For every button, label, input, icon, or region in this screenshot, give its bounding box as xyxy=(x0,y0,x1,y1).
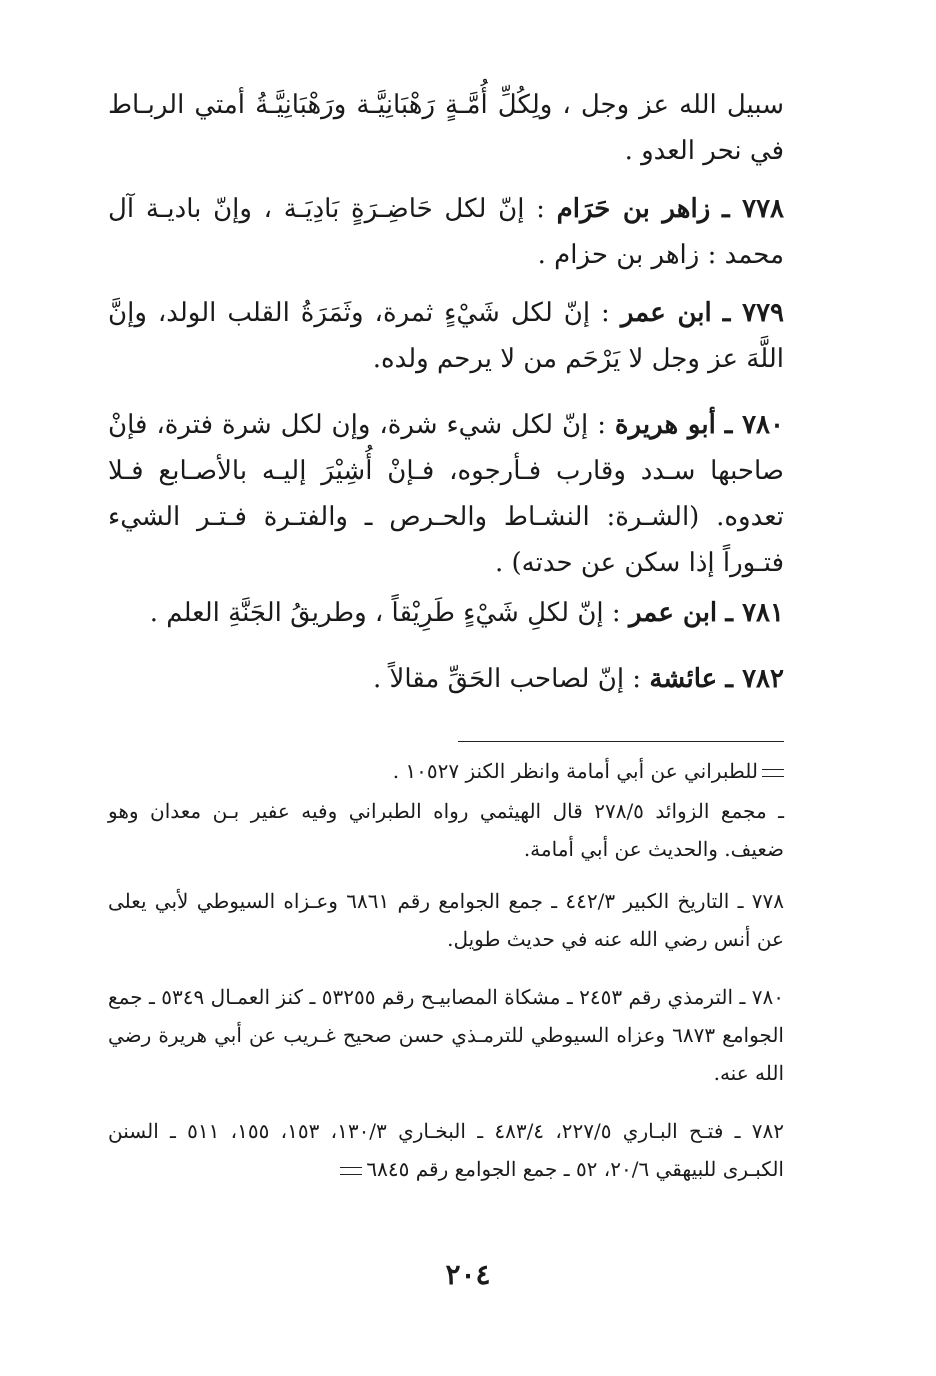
hadith-text: : إنّ لكل حَاضِـرَةٍ بَادِيَـة ، وإنّ باديـة آل محمد : زاهر بن حزام . xyxy=(108,194,784,270)
hadith-narrator: زاهر بن حَرَام xyxy=(556,194,711,224)
footnote-text: ٧٧٨ ـ التاريخ الكبير ٤٤٢/٣ ـ جمع الجوامع رقم ٦٨٦١ وعـزاه السيوطي لأبي يعلى عن أنس رضي الله عنه في حديث طويل. xyxy=(108,889,784,951)
hadith-782 xyxy=(108,656,784,702)
hadith-text: : إنّ لكل شَيْءٍ ثمرة، وثَمَرَةُ القلب الولد، وإنَّ اللَّهَ عز وجل لا يَرْحَم من لا يرحم ولده. xyxy=(108,298,784,374)
hadith-narrator: أبو هريرة xyxy=(614,410,716,440)
hadith-narrator: ابن عمر xyxy=(628,598,718,628)
hadith-narrator: عائشة xyxy=(649,664,718,694)
hadith-780 xyxy=(108,402,784,586)
hadith-text: سبيل الله عز وجل ، ولِكُلِّ أُمَّـةٍ رَهْبَانِيَّـة ورَهْبَانِيَّـةُ أمتي الربـاط في نحر العدو . xyxy=(108,90,784,166)
hadith-number: ٧٨١ ـ xyxy=(725,598,784,628)
footnote-text: ٧٨٠ ـ الترمذي رقم ٢٤٥٣ ـ مشكاة المصابيـح رقم ٥٣٢٥٥ ـ كنز العمـال ٥٣٤٩ ـ جمع الجوامع ٦٨٧٣ وعزاه السيوطي للترمـذي حسن صحيح غـريب عن أبي هريرة رضي الله عنه. xyxy=(108,985,784,1085)
hadith-narrator: ابن عمر xyxy=(620,298,712,328)
footnote-778 xyxy=(108,882,784,958)
footnote-item xyxy=(108,792,784,868)
footnote-text: ـ مجمع الزوائد ٢٧٨/٥ قال الهيثمي رواه الطبراني وفيه عفير بـن معدان وهو ضعيف. والحديث عن أبي أمامة. xyxy=(108,799,784,861)
hadith-number: ٧٧٩ ـ xyxy=(722,298,785,328)
footnote-text: للطبراني عن أبي أمامة وانظر الكنز ١٠٥٢٧ . xyxy=(392,759,758,783)
page-number: ٢٠٤ xyxy=(445,1258,491,1291)
hadith-779 xyxy=(108,290,784,382)
hadith-continuation xyxy=(108,82,784,174)
hadith-781 xyxy=(108,590,784,636)
continuation-mark-icon xyxy=(340,1167,362,1175)
hadith-text: : إنّ لكل شيء شرة، وإن لكل شرة فترة، فإنْ صاحبها سـدد وقارب فـأرجوه، فـإنْ أُشِيْرَ إليـه بالأصـابع فـلا تعدوه. (الشـرة: النشـاط والحـرص ـ والفتـرة فـتـر الشيء فتـوراً إذا سكن عن حدته) . xyxy=(108,410,784,578)
footnote-continuation xyxy=(108,752,784,790)
footnote-text: ٧٨٢ ـ فتـح البـاري ٢٢٧/٥، ٤٨٣/٤ ـ البخـاري ١٣٠/٣، ١٥٣، ١٥٥، ٥١١ ـ السنن الكبـرى للبيهقي ٢٠/٦، ٥٢ ـ جمع الجوامع رقم ٦٨٤٥ xyxy=(108,1119,785,1181)
continuation-mark-icon xyxy=(762,769,784,777)
hadith-text: : إنّ لصاحب الحَقِّ مقالاً . xyxy=(372,664,642,694)
hadith-text: : إنّ لكلِ شَيْءٍ طَرِيْقاً ، وطريقُ الجَنَّةِ العلم . xyxy=(149,598,621,628)
hadith-number: ٧٧٨ ـ xyxy=(722,194,785,224)
hadith-778 xyxy=(108,186,784,278)
footnote-782 xyxy=(108,1112,784,1188)
hadith-number: ٧٨٢ ـ xyxy=(725,664,784,694)
footnote-separator xyxy=(458,741,784,742)
footnote-780 xyxy=(108,978,784,1092)
hadith-number: ٧٨٠ ـ xyxy=(724,410,784,440)
